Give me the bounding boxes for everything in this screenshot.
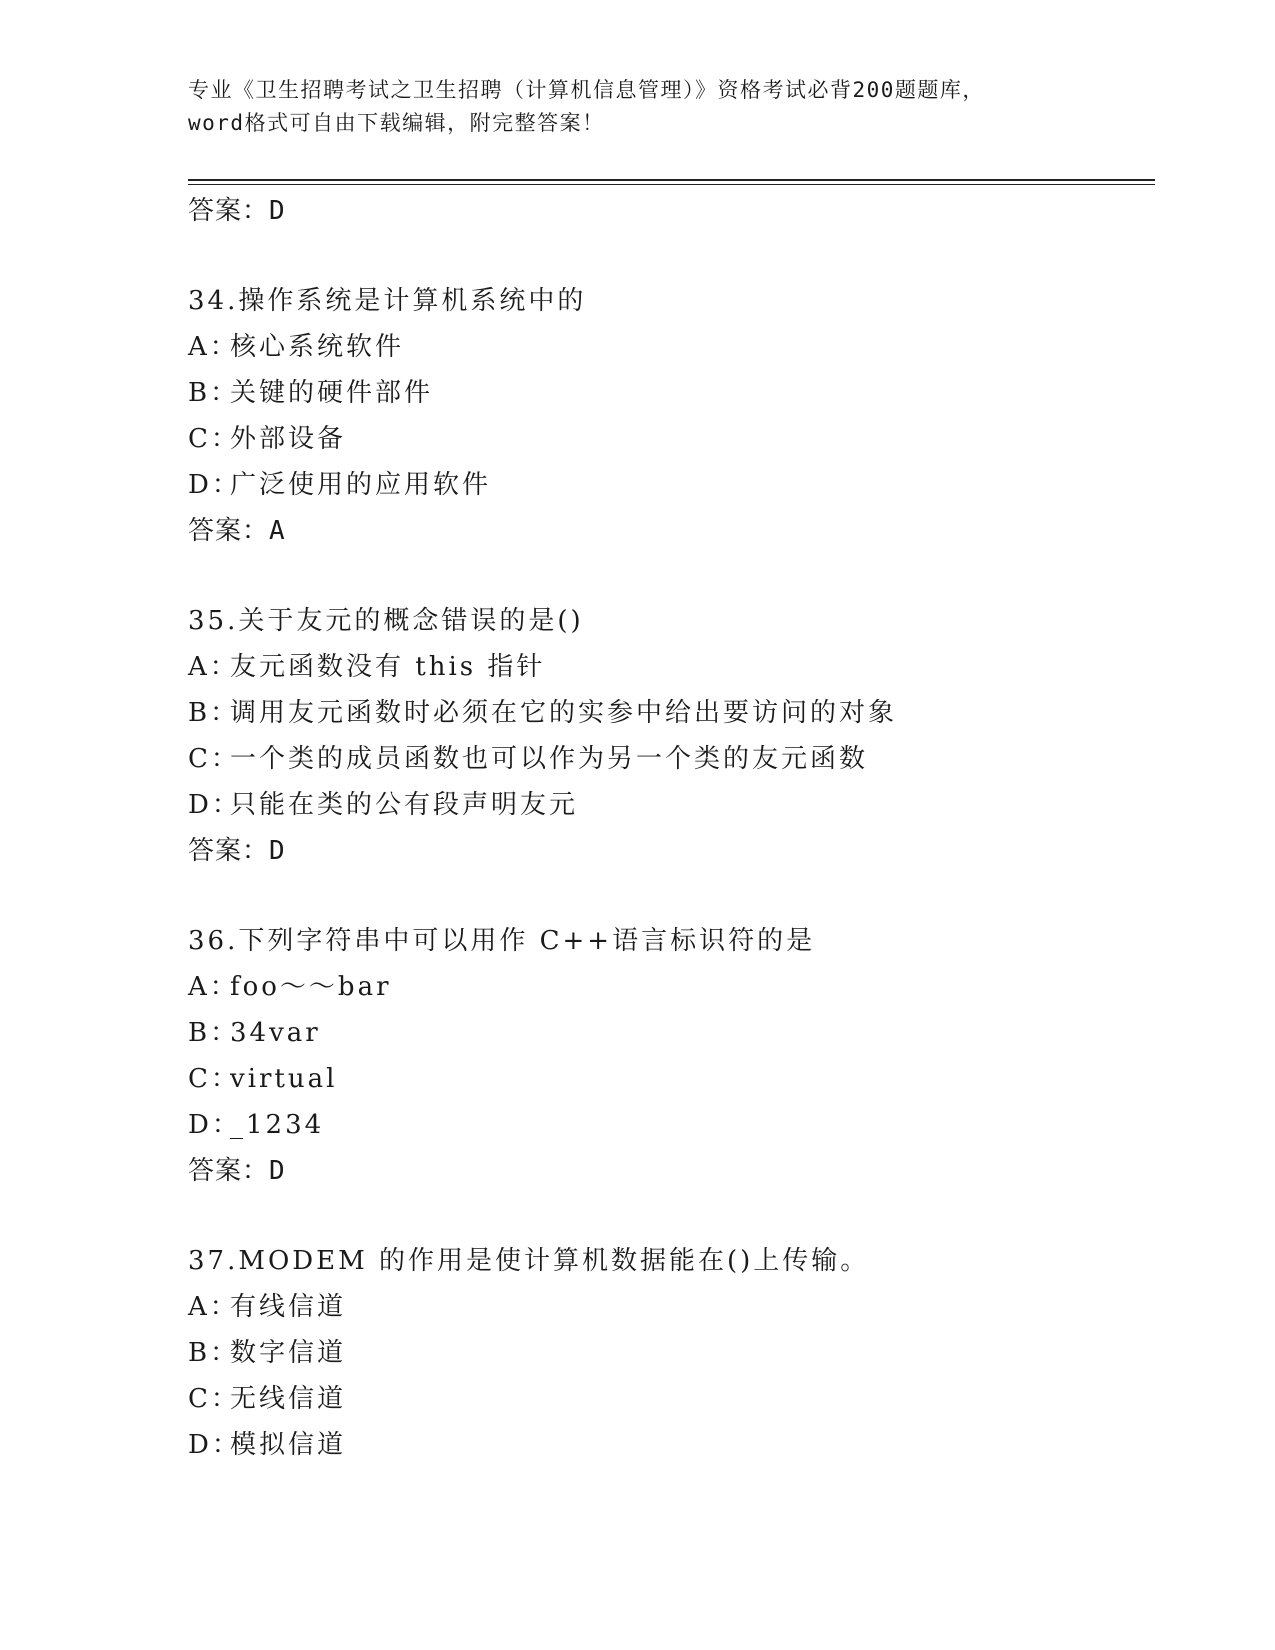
option-d (188, 782, 1148, 828)
document-header (188, 74, 1088, 140)
option-text: 只能在类的公有段声明友元 (230, 790, 579, 820)
question-block (188, 1238, 1148, 1468)
option-c (188, 1376, 1148, 1422)
option-text: 数字信道 (230, 1338, 347, 1368)
option-text: foo～～bar (230, 972, 392, 1002)
option-key: C： (188, 1384, 240, 1414)
question-block (188, 918, 1148, 1194)
answer-line: 答案：D (188, 1156, 286, 1186)
option-text: 友元函数没有 this 指针 (230, 652, 546, 682)
spacer (188, 234, 1148, 278)
option-c (188, 736, 1148, 782)
previous-answer: 答案：D (188, 196, 286, 226)
option-text: 34var (230, 1018, 321, 1048)
question-block (188, 278, 1148, 554)
option-d (188, 1422, 1148, 1468)
option-a (188, 964, 1148, 1010)
question-list (188, 188, 1148, 1468)
option-key: A： (188, 332, 239, 362)
option-key: D： (188, 1430, 241, 1460)
option-text: 无线信道 (230, 1384, 347, 1414)
option-text: 一个类的成员函数也可以作为另一个类的友元函数 (230, 744, 869, 774)
option-a (188, 644, 1148, 690)
option-text: _1234 (230, 1110, 325, 1140)
question-stem: 36.下列字符串中可以用作 C++语言标识符的是 (188, 926, 816, 956)
question-stem: 35.关于友元的概念错误的是() (188, 606, 584, 636)
header-title-line: 专业《卫生招聘考试之卫生招聘（计算机信息管理）》资格考试必背200题题库， (188, 78, 985, 102)
option-text: 有线信道 (230, 1292, 347, 1322)
option-key: B： (188, 1338, 240, 1368)
option-key: D： (188, 1110, 241, 1140)
option-text: 模拟信道 (230, 1430, 347, 1460)
header-divider-thin (188, 184, 1155, 185)
option-d (188, 1102, 1148, 1148)
option-key: B： (188, 378, 240, 408)
header-subtitle-line: word格式可自由下载编辑，附完整答案！ (188, 111, 605, 135)
option-b (188, 370, 1148, 416)
option-key: D： (188, 470, 241, 500)
spacer (188, 554, 1148, 598)
option-key: D： (188, 790, 241, 820)
option-key: B： (188, 1018, 240, 1048)
option-b (188, 690, 1148, 736)
option-b (188, 1010, 1148, 1056)
option-key: C： (188, 744, 240, 774)
option-text: virtual (230, 1064, 338, 1094)
option-key: A： (188, 652, 239, 682)
header-divider-thick (188, 179, 1155, 181)
option-key: C： (188, 424, 240, 454)
question-block (188, 598, 1148, 874)
answer-line: 答案：A (188, 516, 286, 546)
option-text: 广泛使用的应用软件 (230, 470, 492, 500)
option-key: C： (188, 1064, 240, 1094)
option-a (188, 324, 1148, 370)
option-key: A： (188, 1292, 239, 1322)
option-d (188, 462, 1148, 508)
option-text: 核心系统软件 (230, 332, 405, 362)
option-key: B： (188, 698, 240, 728)
spacer (188, 1194, 1148, 1238)
option-b (188, 1330, 1148, 1376)
option-a (188, 1284, 1148, 1330)
option-c (188, 1056, 1148, 1102)
question-stem: 34.操作系统是计算机系统中的 (188, 286, 587, 316)
option-text: 关键的硬件部件 (230, 378, 434, 408)
option-c (188, 416, 1148, 462)
option-text: 调用友元函数时必须在它的实参中给出要访问的对象 (230, 698, 898, 728)
question-stem: 37.MODEM 的作用是使计算机数据能在()上传输。 (188, 1246, 870, 1276)
option-text: 外部设备 (230, 424, 347, 454)
option-key: A： (188, 972, 239, 1002)
answer-line: 答案：D (188, 836, 286, 866)
spacer (188, 874, 1148, 918)
